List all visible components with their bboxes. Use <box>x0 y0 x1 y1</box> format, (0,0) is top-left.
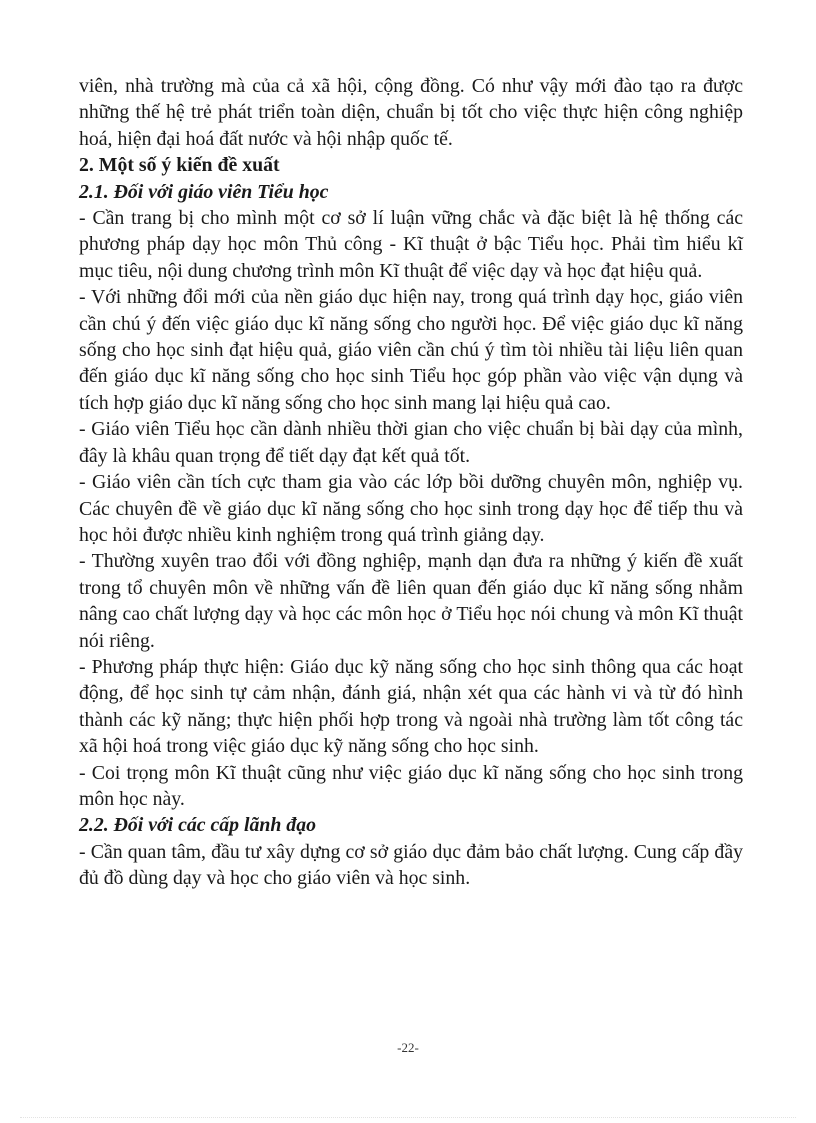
page-number: -22- <box>397 1040 419 1055</box>
body-paragraph: - Giáo viên Tiểu học cần dành nhiều thời gian cho việc chuẩn bị bài dạy của mình, đây là khâu quan trọng để tiết dạy đạt kết quả tốt. <box>79 418 743 467</box>
body-paragraph: - Cần quan tâm, đầu tư xây dựng cơ sở giáo dục đảm bảo chất lượng. Cung cấp đầy đủ đồ dùng dạy và học cho giáo viên và học sinh. <box>79 840 743 890</box>
section-heading: 2. Một số ý kiến đề xuất <box>79 154 280 177</box>
subsection-heading: 2.1. Đối với giáo viên Tiểu học <box>79 180 329 203</box>
body-paragraph: - Giáo viên cần tích cực tham gia vào các lớp bồi dưỡng chuyên môn, nghiệp vụ. Các chuyên đề về giáo dục kĩ năng sống cho học sinh trong dạy học để tiếp thu và học hỏi được nhiều kinh nghiệm trong quá trình giảng dạy. <box>79 471 743 546</box>
body-paragraph: - Thường xuyên trao đổi với đồng nghiệp, mạnh dạn đưa ra những ý kiến đề xuất trong tổ chuyên môn về những vấn đề liên quan đến giáo dục kĩ năng sống nhằm nâng cao chất lượng dạy và học các môn học ở Tiểu học nói chung và môn Kĩ thuật nói riêng. <box>79 550 743 652</box>
page-bottom-divider <box>20 1117 796 1118</box>
body-paragraph: - Phương pháp thực hiện: Giáo dục kỹ năng sống cho học sinh thông qua các hoạt động, để học sinh tự cảm nhận, đánh giá, nhận xét qua các hành vi và từ đó hình thành các kỹ năng; thực hiện phối hợp trong và ngoài nhà trường làm tốt công tác xã hội hoá trong việc giáo dục kỹ năng sống cho học sinh. <box>79 655 743 758</box>
body-paragraph: - Coi trọng môn Kĩ thuật cũng như việc giáo dục kĩ năng sống cho học sinh trong môn học này. <box>79 761 743 810</box>
subsection-heading: 2.2. Đối với các cấp lãnh đạo <box>79 814 316 837</box>
body-paragraph: - Cần trang bị cho mình một cơ sở lí luận vững chắc và đặc biệt là hệ thống các phương pháp dạy học môn Thủ công - Kĩ thuật ở bậc Tiểu học. Phải tìm hiểu kĩ mục tiêu, nội dung chương trình môn Kĩ thuật để việc dạy và học đạt hiệu quả. <box>79 207 743 282</box>
body-paragraph: viên, nhà trường mà của cả xã hội, cộng đồng. Có như vậy mới đào tạo ra được những thế hệ trẻ phát triển toàn diện, chuẩn bị tốt cho việc thực hiện công nghiệp hoá, hiện đại hoá đất nước và hội nhập quốc tế. <box>79 75 743 150</box>
page-body <box>79 73 743 892</box>
body-paragraph: - Với những đổi mới của nền giáo dục hiện nay, trong quá trình dạy học, giáo viên cần chú ý đến việc giáo dục kĩ năng sống cho người học. Để việc giáo dục kĩ năng sống cho học sinh đạt hiệu quả, giáo viên cần chú ý tìm tòi nhiều tài liệu liên quan đến giáo dục kĩ năng sống cho học sinh Tiểu học góp phần vào việc vận dụng và tích hợp giáo dục kĩ năng sống cho học sinh mang lại hiệu quả cao. <box>79 286 743 414</box>
